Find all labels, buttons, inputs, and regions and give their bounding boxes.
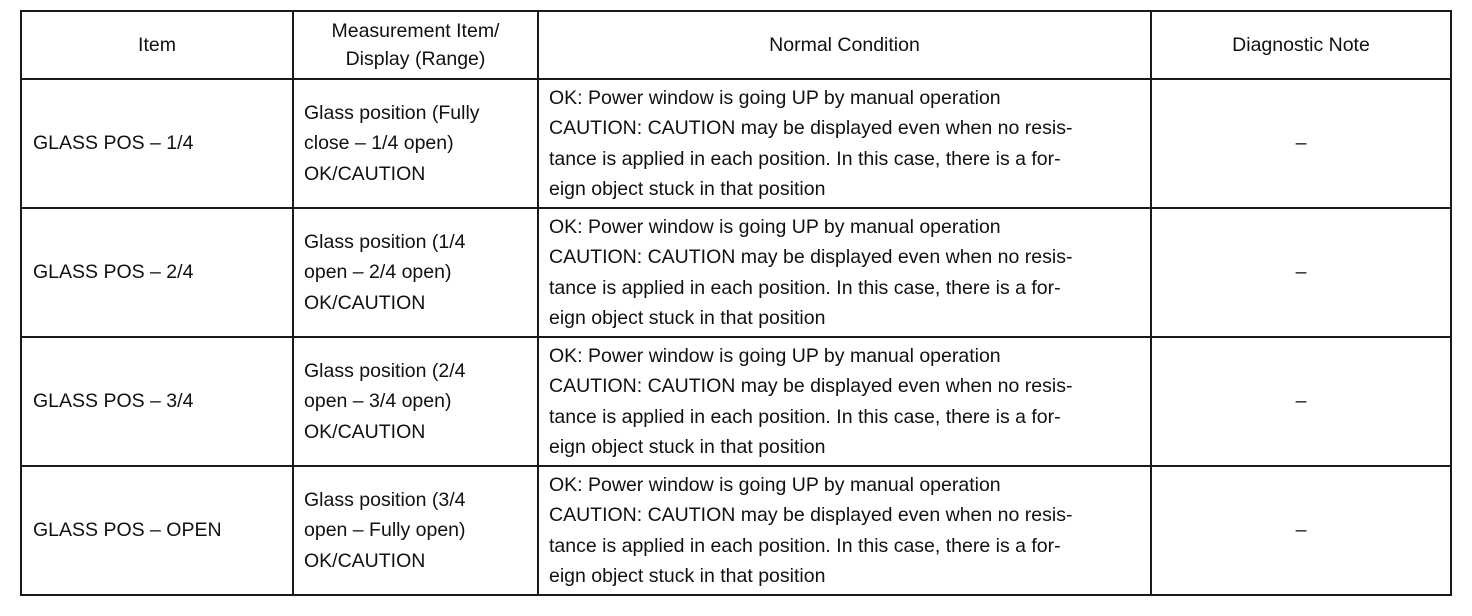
measurement-line: OK/CAUTION — [304, 291, 426, 314]
condition-line: OK: Power window is going UP by manual operation — [549, 473, 1001, 496]
diagnostic-note-cell: – — [1151, 79, 1451, 208]
measurement-cell — [293, 466, 538, 595]
diagnostic-table-sheet — [20, 10, 1452, 596]
header-normal-condition: Normal Condition — [538, 11, 1151, 79]
condition-line: eign object stuck in that position — [549, 564, 826, 587]
item-cell: GLASS POS – 2/4 — [21, 208, 293, 337]
item-cell: GLASS POS – 1/4 — [21, 79, 293, 208]
condition-line: tance is applied in each position. In this case, there is a for- — [549, 405, 1061, 428]
condition-line: CAUTION: CAUTION may be displayed even when no resis- — [549, 504, 1073, 527]
measurement-line: OK/CAUTION — [304, 420, 426, 443]
measurement-line: Glass position (Fully — [304, 102, 480, 125]
table-row — [21, 79, 1451, 208]
measurement-line: open – 2/4 open) — [304, 261, 452, 284]
header-diagnostic-note: Diagnostic Note — [1151, 11, 1451, 79]
condition-cell — [538, 466, 1151, 595]
condition-line: CAUTION: CAUTION may be displayed even when no resis- — [549, 117, 1073, 140]
table-row — [21, 208, 1451, 337]
table-row — [21, 337, 1451, 466]
condition-cell — [538, 208, 1151, 337]
condition-line: OK: Power window is going UP by manual operation — [549, 344, 1001, 367]
table-row — [21, 466, 1451, 595]
condition-line: eign object stuck in that position — [549, 435, 826, 458]
condition-line: eign object stuck in that position — [549, 306, 826, 329]
condition-line: OK: Power window is going UP by manual operation — [549, 86, 1001, 109]
measurement-cell — [293, 208, 538, 337]
measurement-line: Glass position (3/4 — [304, 489, 466, 512]
condition-line: tance is applied in each position. In this case, there is a for- — [549, 276, 1061, 299]
header-measurement-line: Display (Range) — [345, 48, 486, 70]
measurement-line: open – 3/4 open) — [304, 390, 452, 413]
item-cell: GLASS POS – OPEN — [21, 466, 293, 595]
header-measurement — [293, 11, 538, 79]
measurement-cell — [293, 79, 538, 208]
measurement-line: OK/CAUTION — [304, 162, 426, 185]
diagnostic-note-cell: – — [1151, 208, 1451, 337]
measurement-line: Glass position (2/4 — [304, 360, 466, 383]
condition-cell — [538, 337, 1151, 466]
condition-line: OK: Power window is going UP by manual operation — [549, 215, 1001, 238]
measurement-line: Glass position (1/4 — [304, 231, 466, 254]
measurement-line: OK/CAUTION — [304, 549, 426, 572]
header-item: Item — [21, 11, 293, 79]
table-header-row — [21, 11, 1451, 79]
measurement-cell — [293, 337, 538, 466]
measurement-line: close – 1/4 open) — [304, 132, 454, 155]
condition-line: eign object stuck in that position — [549, 177, 826, 200]
item-cell: GLASS POS – 3/4 — [21, 337, 293, 466]
condition-line: CAUTION: CAUTION may be displayed even when no resis- — [549, 375, 1073, 398]
header-measurement-line: Measurement Item/ — [331, 20, 500, 42]
condition-line: CAUTION: CAUTION may be displayed even when no resis- — [549, 246, 1073, 269]
condition-cell — [538, 79, 1151, 208]
condition-line: tance is applied in each position. In this case, there is a for- — [549, 534, 1061, 557]
measurement-line: open – Fully open) — [304, 519, 466, 542]
condition-line: tance is applied in each position. In this case, there is a for- — [549, 147, 1061, 170]
diagnostic-table — [20, 10, 1452, 596]
diagnostic-note-cell: – — [1151, 466, 1451, 595]
diagnostic-note-cell: – — [1151, 337, 1451, 466]
